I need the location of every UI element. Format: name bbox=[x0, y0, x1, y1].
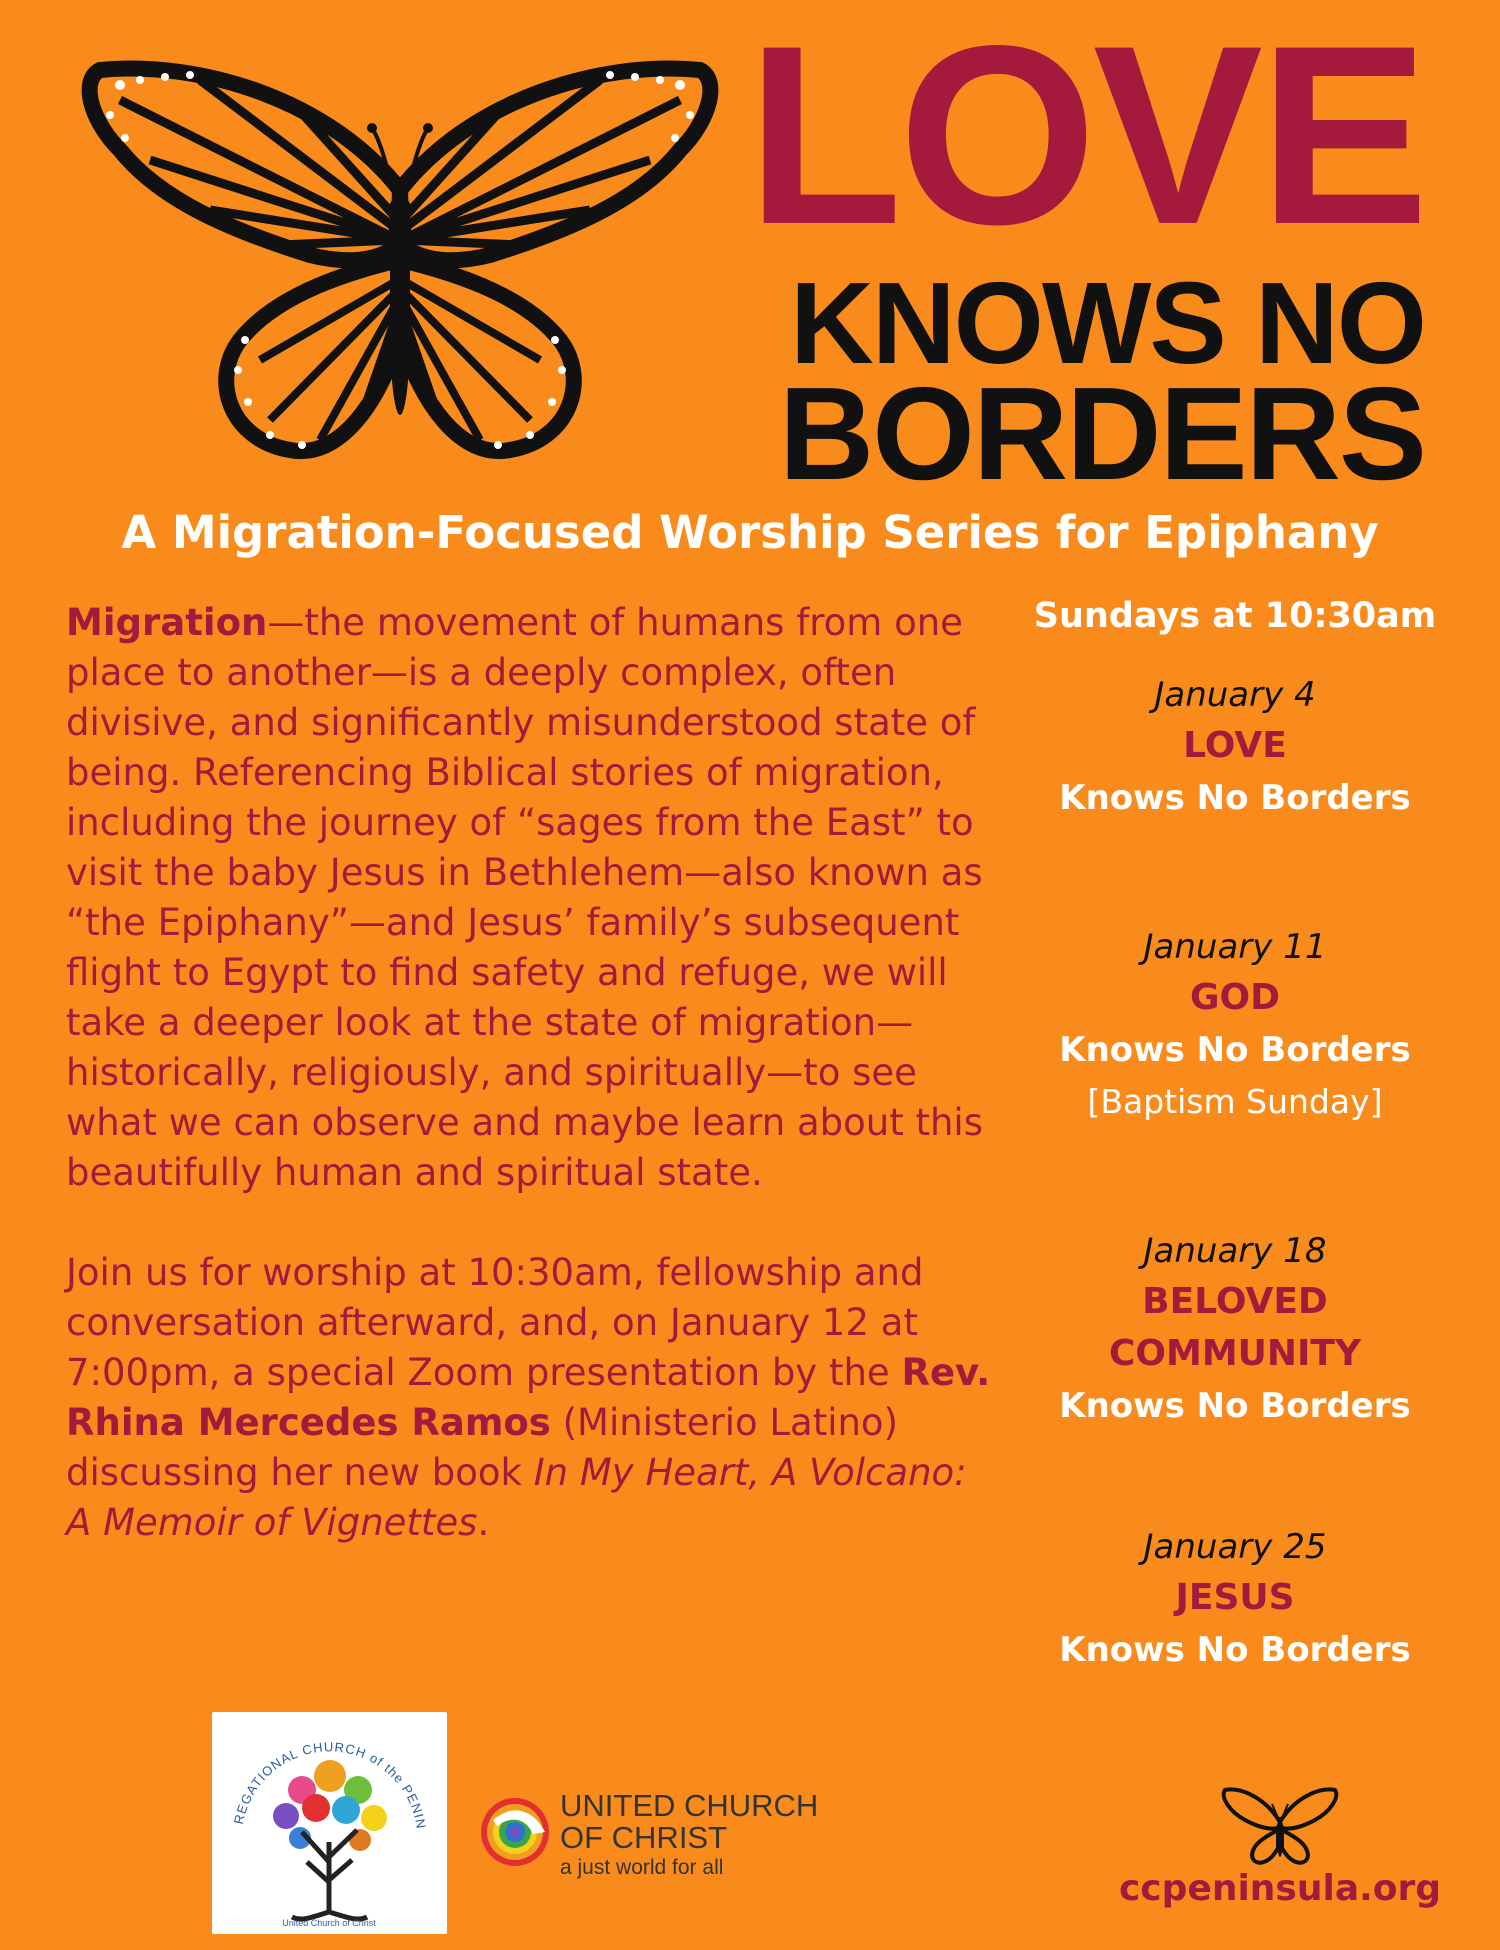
event-tag: Knows No Borders bbox=[1059, 1386, 1411, 1426]
event-date: January 11 bbox=[1143, 927, 1327, 967]
event-january-18 bbox=[1010, 1226, 1460, 1432]
event-name: GOD bbox=[1189, 977, 1281, 1018]
event-january-11 bbox=[1010, 922, 1460, 1128]
ucc-name-line-1: UNITED CHURCH bbox=[560, 1788, 819, 1823]
book-title-line-2: A Memoir of Vignettes bbox=[66, 1501, 478, 1544]
title-knows-no: KNOWS NO bbox=[790, 258, 1425, 388]
speaker-name: Rev. Rhina Mercedes Ramos bbox=[66, 1351, 991, 1444]
book-title-line-1: In My Heart, A Volcano: bbox=[533, 1451, 967, 1494]
description-paragraph-2 bbox=[66, 1248, 996, 1548]
event-tag: Knows No Borders bbox=[1059, 1030, 1411, 1070]
event-date: January 25 bbox=[1143, 1527, 1327, 1567]
website-link[interactable]: ccpeninsula.org bbox=[1118, 1868, 1442, 1909]
event-tag: Knows No Borders bbox=[1059, 1630, 1411, 1670]
small-butterfly-icon bbox=[1220, 1782, 1340, 1872]
event-january-25 bbox=[1010, 1522, 1460, 1676]
title-borders: BORDERS bbox=[778, 360, 1425, 507]
paragraph-2-end: . bbox=[477, 1501, 490, 1544]
event-name: LOVE bbox=[1183, 725, 1287, 766]
paragraph-2-text-b: (Ministerio Latino) discussing her new book bbox=[66, 1401, 899, 1494]
event-date: January 18 bbox=[1143, 1231, 1327, 1271]
event-january-4 bbox=[1010, 670, 1460, 824]
title-love: LOVE bbox=[746, 0, 1425, 278]
event-name: JESUS bbox=[1175, 1577, 1295, 1618]
event-tag: Knows No Borders bbox=[1059, 778, 1411, 818]
event-name-line-2: COMMUNITY bbox=[1108, 1333, 1362, 1374]
event-name: BELOVED bbox=[1142, 1281, 1328, 1322]
paragraph-1-text: —the movement of humans from one place to another—is a deeply complex, often divisive, and significantly misunderstood state of being. Referencing Biblical stories of migration, including the journey of “sages from the East” to visit the baby Jesus in Bethlehem—also known as “the Epiphany”—and Jesus’ family’s subsequent flight to Egypt to find safety and refuge, we will take a deeper look at the state of migration—historically, religiously, and spiritually—to see what we can observe and maybe learn about this beautifully human and spiritual state. bbox=[66, 601, 983, 1194]
migration-lead: Migration bbox=[66, 601, 268, 644]
subtitle: A Migration-Focused Worship Series for Epiphany bbox=[121, 506, 1379, 559]
schedule-heading: Sundays at 10:30am bbox=[1033, 596, 1437, 636]
monarch-butterfly-icon bbox=[80, 40, 720, 490]
paragraph-2-text-a: Join us for worship at 10:30am, fellowship and conversation afterward, and, on January 12 at 7:00pm, a special Zoom presentation by the bbox=[66, 1251, 924, 1394]
tree-icon bbox=[212, 1712, 447, 1934]
church-logo bbox=[212, 1712, 447, 1934]
church-logo-subtitle: United Church of Christ bbox=[282, 1918, 376, 1928]
ucc-name-line-2: OF CHRIST bbox=[560, 1820, 728, 1855]
ucc-tagline: a just world for all bbox=[560, 1856, 724, 1879]
event-date: January 4 bbox=[1154, 675, 1316, 715]
church-logo-name: REGATIONAL CHURCH of the PENIN bbox=[230, 1739, 429, 1831]
description bbox=[66, 598, 996, 1598]
event-note: [Baptism Sunday] bbox=[1087, 1082, 1383, 1121]
description-paragraph-1 bbox=[66, 598, 996, 1198]
